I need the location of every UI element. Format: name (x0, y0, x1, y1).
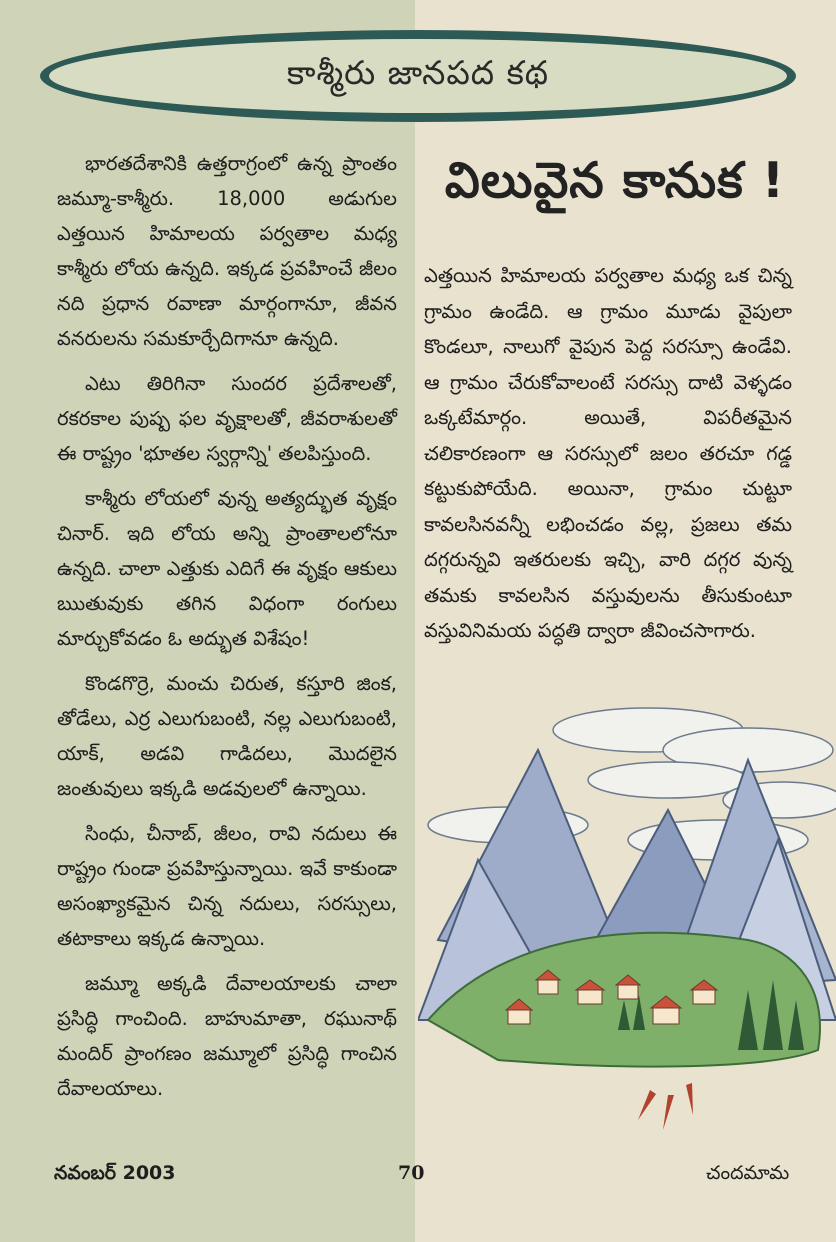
arrow-marks (638, 1083, 693, 1130)
info-paragraph: ఎటు తిరిగినా సుందర ప్రదేశాలతో, రకరకాల పుష్ప ఫల వృక్షాలతో, జీవరాశులతో ఈ రాష్ట్రం 'భూతల స్వర్గాన్ని' తలపిస్తుంది. (57, 372, 397, 465)
himalaya-village-illustration (418, 690, 836, 1140)
kashmir-info-column (57, 146, 397, 1116)
issue-date: నవంబర్ 2003 (54, 1162, 176, 1184)
info-paragraph: కొండగొర్రె, మంచు చిరుత, కస్తూరి జింక, తోడేలు, ఎర్ర ఎలుగుబంటి, నల్ల ఎలుగుబంటి, యాక్, అడవి గాడిదలు, మొదలైన జంతువులు ఇక్కడి అడవులలో ఉన్నాయి. (57, 672, 397, 800)
section-title: కాశ్మీరు జానపద కథ (286, 52, 550, 92)
info-paragraph: జమ్మూ అక్కడి దేవాలయాలకు చాలా ప్రసిద్ధి గాంచింది. బాహుమాతా, రఘునాథ్ మందిర్ ప్రాంగణం జమ్మూలో ప్రసిద్ధి గాంచిన దేవాలయాలు. (57, 972, 397, 1100)
info-paragraph: భారతదేశానికి ఉత్తరాగ్రంలో ఉన్న ప్రాంతం జమ్మూ-కాశ్మీరు. 18,000 అడుగుల ఎత్తయిన హిమాలయ పర్వతాల మధ్య కాశ్మీరు లోయ ఉన్నది. ఇక్కడ ప్రవహించే జీలం నది ప్రధాన రవాణా మార్గంగానూ, జీవన వనరులను సమకూర్చేదిగానూ ఉన్నది. (57, 152, 397, 350)
page-number: 70 (398, 1162, 425, 1184)
info-paragraph: సింధు, చీనాబ్, జీలం, రావి నదులు ఈ రాష్ట్రం గుండా ప్రవహిస్తున్నాయి. ఇవే కాకుండా అసంఖ్యాకమైన చిన్న నదులు, సరస్సులు, తటాకాలు ఇక్కడ ఉన్నాయి. (57, 822, 397, 950)
story-paragraph: ఎత్తయిన హిమాలయ పర్వతాల మధ్య ఒక చిన్న గ్రామం ఉండేది. ఆ గ్రామం మూడు వైపులా కొండలూ, నాలుగో వైపున పెద్ద సరస్సూ ఉండేవి. ఆ గ్రామం చేరుకోవాలంటే సరస్సు దాటి వెళ్ళడం ఒక్కటేమార్గం. అయితే, విపరీతమైన చలికారణంగా ఆ సరస్సులో జలం తరచూ గడ్డ కట్టుకుపోయేది. అయినా, గ్రామం చుట్టూ కావలసినవన్నీ లభించడం వల్ల, ప్రజలు తమ దగ్గరున్నవి ఇతరులకు ఇచ్చి, వారి దగ్గర వున్న తమకు కావలసిన వస్తువులను తీసుకుంటూ వస్తువినిమయ పద్ధతి ద్వారా జీవించసాగారు. (424, 264, 792, 642)
story-title: విలువైన కానుక ! (444, 152, 786, 209)
story-text-column (424, 258, 792, 649)
info-paragraph: కాశ్మీరు లోయలో వున్న అత్యద్భుత వృక్షం చినార్. ఇది లోయ అన్ని ప్రాంతాలలోనూ ఉన్నది. చాలా ఎత్తుకు ఎదిగే ఈ వృక్షం ఆకులు ఋతువుకు తగిన విధంగా రంగులు మార్చుకోవడం ఓ అద్భుత విశేషం! (57, 487, 397, 650)
header-oval-banner (40, 30, 796, 122)
magazine-name: చందమామ (706, 1162, 790, 1184)
